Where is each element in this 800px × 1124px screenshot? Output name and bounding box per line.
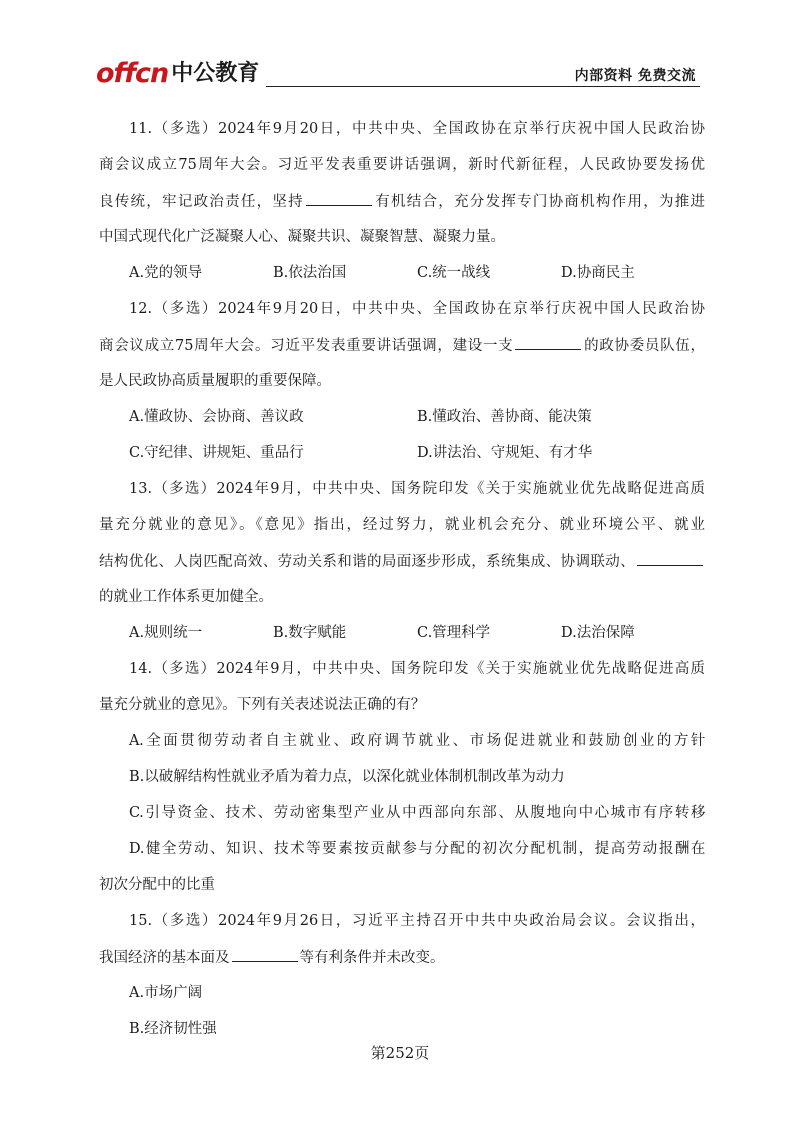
option-d[interactable]: D.健全劳动、知识、技术等要素按贡献参与分配的初次分配机制，提高劳动报酬在 (129, 841, 705, 857)
option-d[interactable]: D.协商民主 (561, 265, 635, 281)
option-d[interactable]: D.法治保障 (561, 625, 635, 641)
answer-blank (232, 945, 298, 962)
option-a[interactable]: A.懂政协、会协商、善议政 (129, 409, 304, 425)
question-15 (99, 909, 705, 1053)
answer-blank (637, 549, 703, 566)
question-content (99, 117, 705, 1053)
option-a[interactable]: A.规则统一 (129, 625, 203, 641)
page-header (96, 58, 700, 90)
question-line: 量充分就业的意见》。下列有关表述说法正确的有？ (99, 697, 426, 713)
question-line: 的就业工作体系更加健全。 (99, 589, 273, 605)
line-segment: 良传统，牢记政治责任，坚持 (99, 194, 304, 210)
question-line (99, 189, 705, 225)
question-line: 商会议成立75周年大会。习近平发表重要讲话强调，新时代新征程，人民政协要发扬优 (99, 157, 705, 173)
option-a[interactable]: A.党的领导 (129, 265, 203, 281)
header-rule (266, 86, 700, 87)
question-line: 12.（多选）2024年9月20日，中共中央、全国政协在京举行庆祝中国人民政治协 (129, 301, 705, 317)
line-segment: 商会议成立75周年大会。习近平发表重要讲话强调，建设一支 (99, 338, 514, 354)
option-d-continuation: 初次分配中的比重 (99, 877, 215, 893)
options-row (99, 405, 705, 441)
option-c[interactable]: C.守纪律、讲规矩、重品行 (129, 445, 304, 461)
question-14 (99, 657, 705, 909)
options-row (99, 621, 705, 657)
question-line: 是人民政协高质量履职的重要保障。 (99, 373, 331, 389)
line-segment: 我国经济的基本面及 (99, 950, 230, 966)
logo-latin: offcn (96, 58, 169, 89)
question-11 (99, 117, 705, 297)
question-13 (99, 477, 705, 657)
answer-blank (306, 189, 372, 206)
option-a[interactable]: A.市场广阔 (129, 985, 203, 1001)
page-number: 第252页 (370, 1044, 430, 1062)
option-b[interactable]: B.经济韧性强 (129, 1021, 217, 1037)
option-b[interactable]: B.依法治国 (273, 265, 347, 281)
options-row (99, 441, 705, 477)
question-line: 11.（多选）2024年9月20日，中共中央、全国政协在京举行庆祝中国人民政治协 (129, 121, 705, 137)
option-a[interactable]: A.全面贯彻劳动者自主就业、政府调节就业、市场促进就业和鼓励创业的方针 (129, 733, 705, 749)
question-line (99, 945, 705, 981)
line-segment: 有机结合，充分发挥专门协商机构作用，为推进 (373, 194, 705, 210)
question-line (99, 549, 705, 585)
option-c[interactable]: C.统一战线 (417, 265, 491, 281)
answer-blank (515, 333, 581, 350)
options-row (99, 261, 705, 297)
question-line: 13.（多选）2024年9月，中共中央、国务院印发《关于实施就业优先战略促进高质 (129, 481, 705, 497)
offcn-logo (96, 58, 259, 88)
option-d[interactable]: D.讲法治、守规矩、有才华 (417, 445, 593, 461)
question-line: 14.（多选）2024年9月，中共中央、国务院印发《关于实施就业优先战略促进高质 (129, 661, 705, 677)
option-c[interactable]: C.引导资金、技术、劳动密集型产业从中西部向东部、从腹地向中心城市有序转移 (129, 805, 705, 821)
question-line: 中国式现代化广泛凝聚人心、凝聚共识、凝聚智慧、凝聚力量。 (99, 229, 505, 245)
logo-chinese: 中公教育 (171, 61, 260, 86)
question-line: 量充分就业的意见》。《意见》指出，经过努力，就业机会充分、就业环境公平、就业 (99, 517, 705, 533)
question-line: 15.（多选）2024年9月26日，习近平主持召开中共中央政治局会议。会议指出， (129, 913, 705, 929)
option-c[interactable]: C.管理科学 (417, 625, 491, 641)
option-b[interactable]: B.数字赋能 (273, 625, 347, 641)
option-b[interactable]: B.以破解结构性就业矛盾为着力点，以深化就业体制机制改革为动力 (129, 769, 565, 785)
question-12 (99, 297, 705, 477)
line-segment: 结构优化、人岗匹配高效、劳动关系和谐的局面逐步形成，系统集成、协调联动、 (99, 554, 635, 570)
question-line (99, 333, 705, 369)
line-segment: 的政协委员队伍， (583, 338, 705, 354)
option-b[interactable]: B.懂政治、善协商、能决策 (417, 409, 592, 425)
line-segment: 等有利条件并未改变。 (299, 950, 445, 966)
header-tag: 内部资料 免费交流 (574, 68, 696, 84)
